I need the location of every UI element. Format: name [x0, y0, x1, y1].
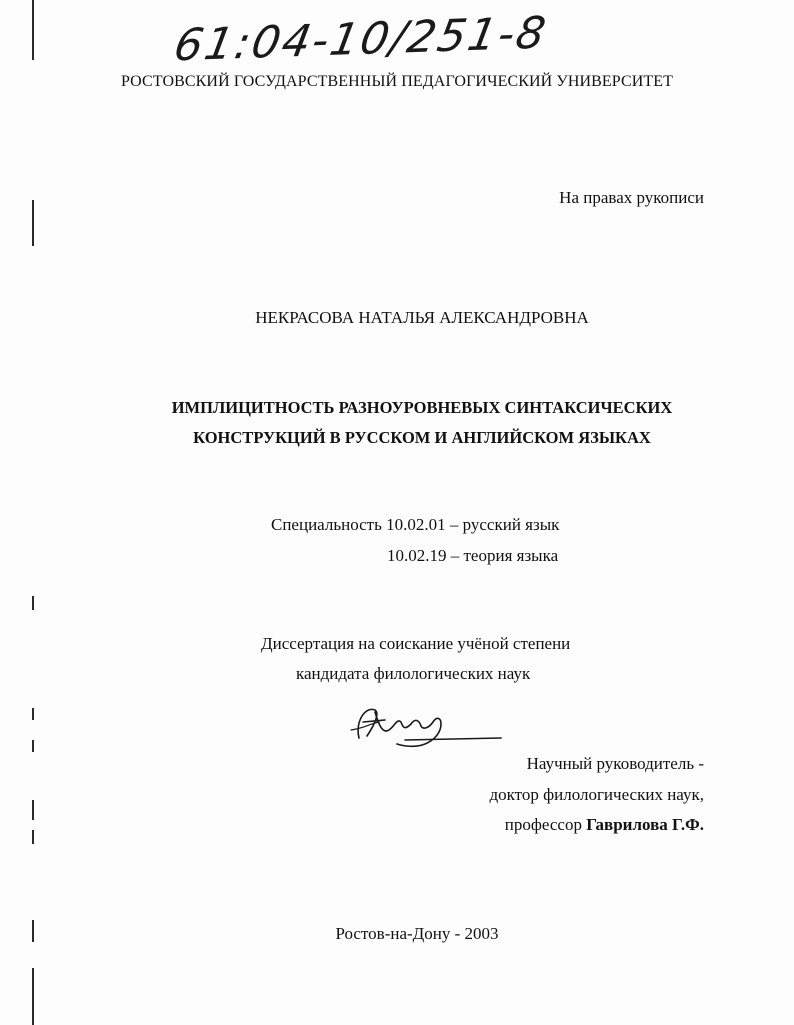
- scan-edge-line: [32, 0, 34, 60]
- supervisor-line-3: [505, 815, 704, 835]
- scan-edge-line: [32, 740, 34, 752]
- supervisor-line-1: Научный руководитель -: [526, 754, 704, 773]
- scan-edge-line: [32, 200, 34, 246]
- university-name: РОСТОВСКИЙ ГОСУДАРСТВЕННЫЙ ПЕДАГОГИЧЕСКИЙ УНИВЕРСИТЕТ: [120, 73, 674, 90]
- degree-line-1: Диссертация на соискание учёной степени: [261, 634, 571, 653]
- scan-edge-line: [32, 968, 34, 1025]
- specialty-line-2: 10.02.19 – теория языка: [387, 546, 559, 565]
- degree-line-2: кандидата филологических наук: [296, 664, 531, 683]
- supervisor-name: Гаврилова Г.Ф.: [586, 815, 704, 834]
- thesis-title-line-1: ИМПЛИЦИТНОСТЬ РАЗНОУРОВНЕВЫХ СИНТАКСИЧЕСКИХ: [171, 398, 673, 417]
- supervisor-line-2: доктор филологических наук,: [489, 785, 704, 804]
- supervisor-signature: [345, 700, 505, 750]
- scan-edge-line: [32, 800, 34, 820]
- scan-edge-line: [32, 830, 34, 844]
- archive-code-handwritten: 61:04-10/251-8: [170, 7, 552, 72]
- thesis-title-line-2: КОНСТРУКЦИЙ В РУССКОМ И АНГЛИЙСКОМ ЯЗЫКАХ: [193, 428, 651, 447]
- specialty-line-1: Специальность 10.02.01 – русский язык: [271, 515, 560, 534]
- city-year: Ростов-на-Дону - 2003: [335, 924, 499, 943]
- supervisor-rank: профессор: [504, 815, 582, 834]
- manuscript-rights-note: На правах рукописи: [559, 188, 704, 207]
- scan-edge-line: [32, 596, 34, 610]
- author-name: НЕКРАСОВА НАТАЛЬЯ АЛЕКСАНДРОВНА: [255, 308, 589, 327]
- scan-edge-line: [32, 708, 34, 720]
